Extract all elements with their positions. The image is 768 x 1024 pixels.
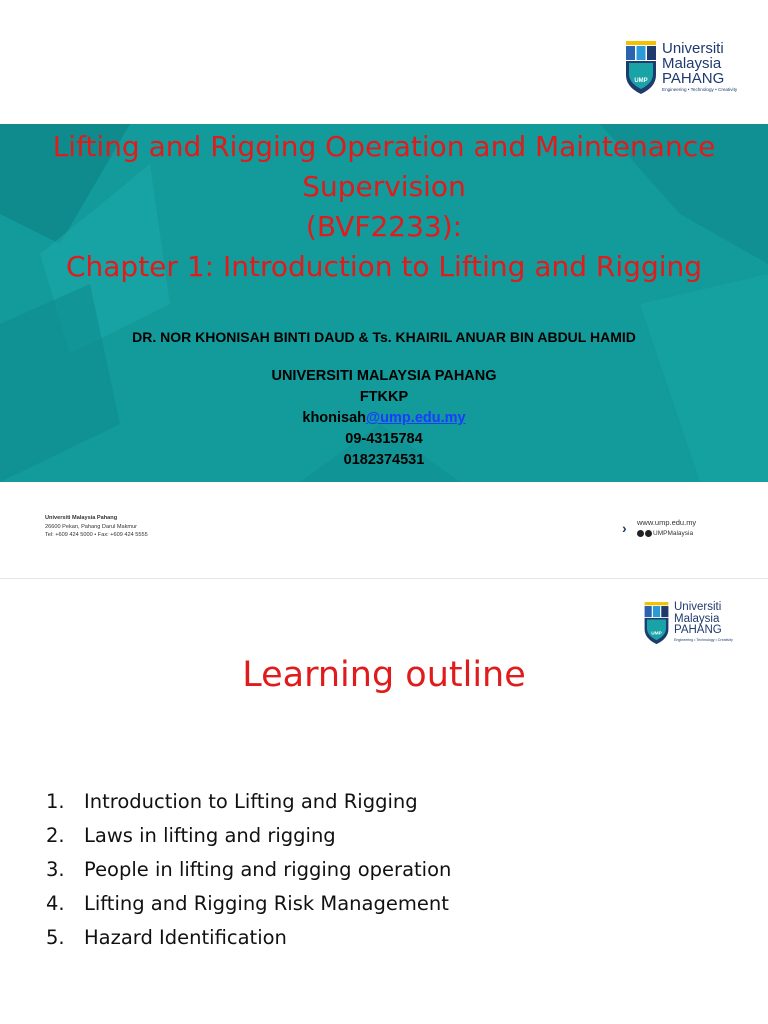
list-item (46, 887, 451, 921)
ump-logo (643, 602, 733, 645)
logo-line1: Universiti (662, 40, 724, 57)
logo-tagline: Engineering • Technology • Creativity (674, 637, 733, 642)
title-line-3: (BVF2233): (305, 210, 463, 243)
email-line (0, 408, 768, 429)
item-number: 1. (46, 790, 65, 813)
instagram-icon (645, 530, 652, 537)
logo-line3: PAHANG (674, 624, 722, 636)
website-link[interactable]: www.ump.edu.my (637, 518, 697, 527)
email-user: khonisah (302, 410, 367, 426)
authors: DR. NOR KHONISAH BINTI DAUD & Ts. KHAIRIL ANUAR BIN ABDUL HAMID (132, 329, 636, 345)
ump-shield-icon (624, 41, 658, 95)
outline-slide (0, 578, 768, 1024)
title-line-1: Lifting and Rigging Operation and Maintenance (52, 130, 716, 163)
shield-label: UMP (634, 78, 648, 84)
item-text: People in lifting and rigging operation (84, 858, 452, 881)
social-handle-text: UMPMalaysia (653, 530, 694, 537)
logo-line3: PAHANG (662, 70, 725, 87)
chevron-right-icon: › (622, 520, 627, 536)
item-text: Lifting and Rigging Risk Management (84, 892, 449, 915)
shield-label: UMP (651, 631, 662, 637)
footer-address (45, 514, 148, 540)
email-link[interactable]: @ump.edu.my (366, 410, 466, 426)
contact-info (0, 366, 768, 471)
list-item (46, 819, 451, 853)
item-number: 5. (46, 926, 65, 949)
title-line-4: Chapter 1: Introduction to Lifting and Rigging (65, 250, 703, 283)
slide-title (0, 127, 768, 287)
social-handle[interactable] (637, 530, 693, 537)
university-name: UNIVERSITI MALAYSIA PAHANG (271, 368, 497, 384)
logo-tagline: Engineering • Technology • Creativity (662, 87, 738, 92)
faculty-name: FTKKP (359, 389, 409, 405)
title-banner (0, 124, 768, 482)
logo-line1: Universiti (674, 601, 722, 613)
item-text: Hazard Identification (84, 926, 287, 949)
item-number: 4. (46, 892, 65, 915)
footer-street: 26600 Pekan, Pahang Darul Makmur (45, 523, 138, 530)
ump-logo (624, 41, 737, 95)
item-number: 2. (46, 824, 65, 847)
phone-mobile: 0182374531 (343, 452, 425, 468)
facebook-icon (637, 530, 644, 537)
phone-office: 09-4315784 (345, 431, 423, 447)
item-number: 3. (46, 858, 65, 881)
list-item (46, 785, 451, 819)
item-text: Introduction to Lifting and Rigging (84, 790, 418, 813)
list-item (46, 853, 451, 887)
logo-line2: Malaysia (674, 612, 720, 625)
ump-shield-icon (643, 602, 670, 645)
outline-title: Learning outline (242, 655, 526, 695)
footer-phone: Tel: +609 424 5000 • Fax: +609 424 5555 (45, 532, 148, 538)
footer-university: Universiti Malaysia Pahang (45, 515, 118, 521)
logo-line2: Malaysia (662, 55, 722, 72)
list-item (46, 921, 451, 955)
title-line-2: Supervision (302, 170, 466, 203)
item-text: Laws in lifting and rigging (84, 824, 336, 847)
outline-list (46, 785, 451, 955)
